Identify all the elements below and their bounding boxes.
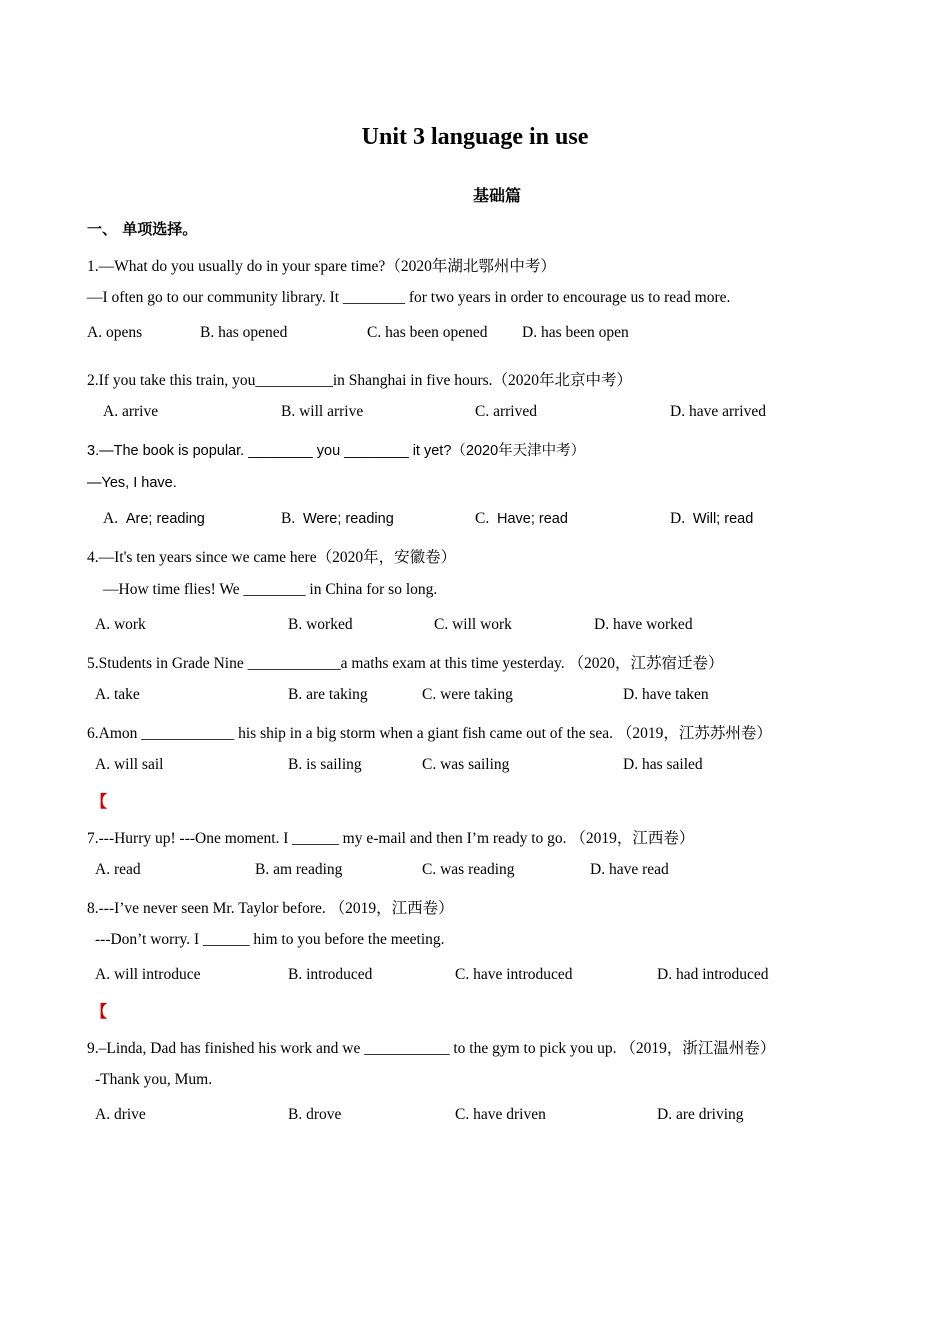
question-5-option-a: A. take [95, 686, 140, 703]
question-1-option-c: C. has been opened [367, 324, 488, 341]
question-8-option-d: D. had introduced [657, 966, 769, 983]
page-title: Unit 3 language in use [361, 124, 589, 150]
question-3-option-d [670, 510, 753, 528]
question-5-option-d: D. have taken [623, 686, 709, 703]
question-4-option-d: D. have worked [594, 616, 693, 633]
option-text: Are; reading [125, 511, 205, 527]
section-heading: 一、 单项选择。 [87, 220, 198, 238]
question-2-stem: 2.If you take this train, you__________in Shanghai in five hours.（2020年北京中考） [87, 372, 633, 389]
option-letter: A. [103, 510, 119, 527]
question-9-option-c: C. have driven [455, 1106, 546, 1123]
page-subtitle: 基础篇 [472, 186, 521, 205]
question-3-option-b [281, 510, 394, 528]
question-8-option-a: A. will introduce [95, 966, 201, 983]
answer-bracket: 【 [91, 792, 108, 811]
question-6-option-c: C. was sailing [422, 756, 510, 773]
question-9-option-b: B. drove [288, 1106, 342, 1123]
question-4-option-c: C. will work [434, 616, 512, 633]
question-6-option-d: D. has sailed [623, 756, 703, 773]
question-4-stem: 4.—It's ten years since we came here（2020年，安徽卷） [87, 549, 457, 566]
question-1-line2: —I often go to our community library. It ________ for two years in order to encourage us to read more. [87, 289, 731, 306]
question-2-option-b: B. will arrive [281, 403, 364, 420]
answer-bracket: 【 [91, 1002, 108, 1021]
question-4-line2: —How time flies! We ________ in China for so long. [103, 581, 438, 598]
question-3-option-c [475, 510, 568, 528]
question-1-option-d: D. has been open [522, 324, 629, 341]
question-7-option-b: B. am reading [255, 861, 343, 878]
option-text: Were; reading [302, 511, 394, 527]
question-2-option-c: C. arrived [475, 403, 537, 420]
question-1-option-b: B. has opened [200, 324, 288, 341]
question-7-option-a: A. read [95, 861, 141, 878]
question-4-option-b: B. worked [288, 616, 353, 633]
question-5-option-b: B. are taking [288, 686, 368, 703]
question-7-option-d: D. have read [590, 861, 669, 878]
question-5-stem: 5.Students in Grade Nine ____________a maths exam at this time yesterday. （2020，江苏宿迁卷） [87, 655, 724, 672]
option-text: Have; read [496, 511, 568, 527]
question-7-option-c: C. was reading [422, 861, 515, 878]
question-2-option-d: D. have arrived [670, 403, 766, 420]
question-1-option-a: A. opens [87, 324, 143, 341]
question-3-option-a [103, 510, 205, 528]
question-9-line2: -Thank you, Mum. [95, 1071, 213, 1088]
question-6-option-a: A. will sail [95, 756, 164, 773]
question-3-line2: —Yes, I have. [87, 475, 177, 491]
question-5-option-c: C. were taking [422, 686, 513, 703]
option-letter: D. [670, 510, 686, 527]
question-2-option-a: A. arrive [103, 403, 159, 420]
question-4-option-a: A. work [95, 616, 146, 633]
option-letter: B. [281, 510, 296, 527]
question-3-stem: 3.—The book is popular. ________ you ________ it yet?（2020年天津中考） [87, 443, 586, 459]
question-8-option-b: B. introduced [288, 966, 373, 983]
question-9-stem: 9.–Linda, Dad has finished his work and we ___________ to the gym to pick you up. （2019，浙江温州卷） [87, 1040, 776, 1057]
option-text: Will; read [692, 511, 754, 527]
question-8-option-c: C. have introduced [455, 966, 573, 983]
question-6-option-b: B. is sailing [288, 756, 362, 773]
question-1-stem: 1.—What do you usually do in your spare time?（2020年湖北鄂州中考） [87, 258, 556, 275]
question-6-stem: 6.Amon ____________ his ship in a big storm when a giant fish came out of the sea. （2019，江苏苏州卷） [87, 725, 772, 742]
option-letter: C. [475, 510, 490, 527]
question-9-option-a: A. drive [95, 1106, 146, 1123]
question-7-stem: 7.---Hurry up! ---One moment. I ______ my e-mail and then I’m ready to go. （2019，江西卷） [87, 830, 695, 847]
question-8-stem: 8.---I’ve never seen Mr. Taylor before. （2019，江西卷） [87, 900, 454, 917]
question-8-line2: ---Don’t worry. I ______ him to you before the meeting. [95, 931, 445, 948]
question-9-option-d: D. are driving [657, 1106, 744, 1123]
